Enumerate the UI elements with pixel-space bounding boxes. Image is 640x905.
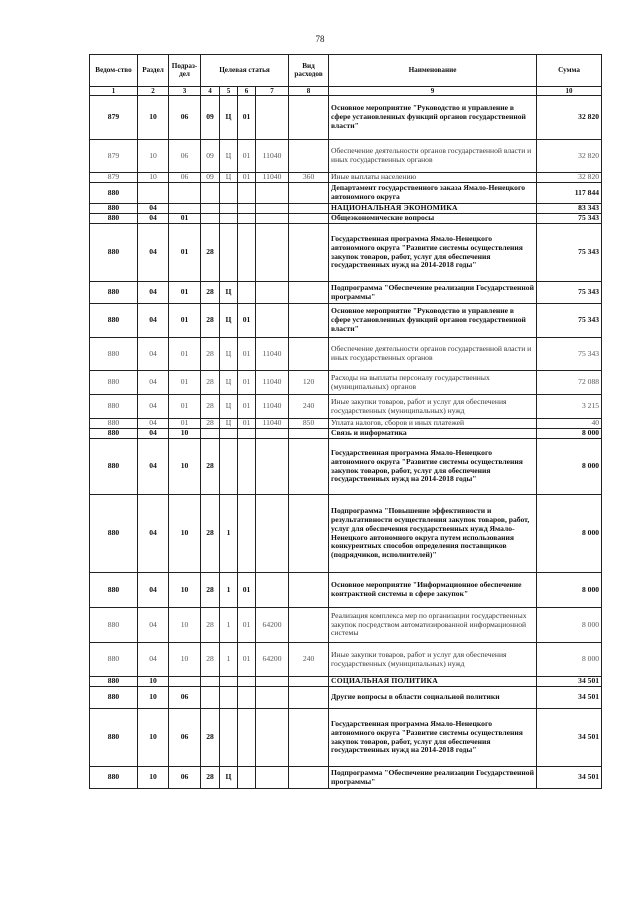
cell-celevaya-1: 09 bbox=[201, 173, 220, 183]
cell-celevaya-4: 11040 bbox=[256, 419, 289, 429]
cell-celevaya-4 bbox=[256, 495, 289, 573]
cell-vedomstvo: 880 bbox=[90, 395, 138, 419]
cell-celevaya-1 bbox=[201, 687, 220, 709]
cell-naimenovanie: Связь и информатика bbox=[329, 429, 537, 439]
cell-celevaya-4 bbox=[256, 677, 289, 687]
cell-podrazdel: 01 bbox=[169, 224, 201, 282]
cell-vedomstvo: 880 bbox=[90, 687, 138, 709]
column-number-row bbox=[90, 87, 602, 96]
table-row bbox=[90, 608, 602, 643]
cell-razdel: 04 bbox=[138, 429, 169, 439]
cell-celevaya-3: 01 bbox=[238, 96, 256, 140]
cell-summa: 75 343 bbox=[537, 304, 602, 338]
cell-vedomstvo: 880 bbox=[90, 214, 138, 224]
column-number: 5 bbox=[220, 87, 238, 96]
cell-celevaya-3: 01 bbox=[238, 304, 256, 338]
cell-vid-rashodov bbox=[289, 709, 329, 767]
cell-naimenovanie: Общеэкономические вопросы bbox=[329, 214, 537, 224]
column-number: 3 bbox=[169, 87, 201, 96]
budget-table bbox=[89, 54, 602, 789]
cell-celevaya-2: Ц bbox=[220, 282, 238, 304]
cell-celevaya-2: Ц bbox=[220, 338, 238, 371]
cell-celevaya-2: Ц bbox=[220, 767, 238, 789]
cell-vid-rashodov bbox=[289, 429, 329, 439]
cell-summa: 32 820 bbox=[537, 173, 602, 183]
cell-celevaya-1: 28 bbox=[201, 573, 220, 608]
cell-summa: 34 501 bbox=[537, 709, 602, 767]
cell-celevaya-3 bbox=[238, 224, 256, 282]
cell-vid-rashodov bbox=[289, 687, 329, 709]
cell-podrazdel: 10 bbox=[169, 643, 201, 677]
column-number: 9 bbox=[329, 87, 537, 96]
header-vid-rashodov: Вид расходов bbox=[289, 55, 329, 87]
cell-summa: 34 501 bbox=[537, 677, 602, 687]
cell-podrazdel: 10 bbox=[169, 439, 201, 495]
cell-razdel: 10 bbox=[138, 96, 169, 140]
cell-celevaya-2: Ц bbox=[220, 140, 238, 173]
cell-vid-rashodov bbox=[289, 183, 329, 204]
cell-celevaya-2: 1 bbox=[220, 573, 238, 608]
table-row bbox=[90, 687, 602, 709]
cell-celevaya-3: 01 bbox=[238, 643, 256, 677]
cell-celevaya-1: 28 bbox=[201, 338, 220, 371]
cell-vedomstvo: 880 bbox=[90, 183, 138, 204]
cell-celevaya-2 bbox=[220, 214, 238, 224]
cell-razdel: 04 bbox=[138, 439, 169, 495]
cell-celevaya-2: 1 bbox=[220, 643, 238, 677]
cell-razdel: 04 bbox=[138, 371, 169, 395]
table-row bbox=[90, 224, 602, 282]
cell-celevaya-1 bbox=[201, 214, 220, 224]
cell-summa: 3 215 bbox=[537, 395, 602, 419]
cell-naimenovanie: Основное мероприятие "Руководство и управление в сфере установленных функций органов государственной власти" bbox=[329, 304, 537, 338]
cell-vedomstvo: 880 bbox=[90, 767, 138, 789]
table-row bbox=[90, 429, 602, 439]
cell-celevaya-3: 01 bbox=[238, 140, 256, 173]
cell-celevaya-3 bbox=[238, 495, 256, 573]
cell-summa: 8 000 bbox=[537, 573, 602, 608]
cell-celevaya-4: 11040 bbox=[256, 371, 289, 395]
cell-vedomstvo: 879 bbox=[90, 140, 138, 173]
cell-naimenovanie: СОЦИАЛЬНАЯ ПОЛИТИКА bbox=[329, 677, 537, 687]
column-number: 10 bbox=[537, 87, 602, 96]
cell-podrazdel: 06 bbox=[169, 173, 201, 183]
cell-vedomstvo: 880 bbox=[90, 709, 138, 767]
cell-celevaya-4 bbox=[256, 687, 289, 709]
cell-vid-rashodov: 360 bbox=[289, 173, 329, 183]
cell-razdel: 04 bbox=[138, 419, 169, 429]
cell-celevaya-4: 11040 bbox=[256, 338, 289, 371]
cell-razdel: 04 bbox=[138, 495, 169, 573]
cell-celevaya-3 bbox=[238, 709, 256, 767]
cell-podrazdel: 01 bbox=[169, 214, 201, 224]
table-row bbox=[90, 214, 602, 224]
cell-vid-rashodov bbox=[289, 204, 329, 214]
cell-podrazdel bbox=[169, 183, 201, 204]
cell-vid-rashodov bbox=[289, 608, 329, 643]
cell-naimenovanie: Подпрограмма "Обеспечение реализации Государственной программы" bbox=[329, 282, 537, 304]
table-row bbox=[90, 419, 602, 429]
cell-celevaya-4: 11040 bbox=[256, 395, 289, 419]
cell-vid-rashodov bbox=[289, 224, 329, 282]
cell-celevaya-3 bbox=[238, 204, 256, 214]
cell-celevaya-1 bbox=[201, 204, 220, 214]
cell-vedomstvo: 880 bbox=[90, 608, 138, 643]
cell-podrazdel: 06 bbox=[169, 96, 201, 140]
cell-vid-rashodov bbox=[289, 282, 329, 304]
cell-naimenovanie: Другие вопросы в области социальной политики bbox=[329, 687, 537, 709]
column-number: 8 bbox=[289, 87, 329, 96]
cell-summa: 8 000 bbox=[537, 429, 602, 439]
cell-vedomstvo: 880 bbox=[90, 338, 138, 371]
cell-razdel: 04 bbox=[138, 304, 169, 338]
cell-celevaya-1: 28 bbox=[201, 395, 220, 419]
cell-celevaya-3: 01 bbox=[238, 608, 256, 643]
cell-summa: 117 844 bbox=[537, 183, 602, 204]
cell-celevaya-2: Ц bbox=[220, 304, 238, 338]
cell-celevaya-3: 01 bbox=[238, 173, 256, 183]
cell-razdel: 10 bbox=[138, 687, 169, 709]
cell-summa: 75 343 bbox=[537, 214, 602, 224]
table-row bbox=[90, 439, 602, 495]
cell-podrazdel: 06 bbox=[169, 687, 201, 709]
cell-celevaya-2 bbox=[220, 687, 238, 709]
cell-celevaya-4 bbox=[256, 204, 289, 214]
cell-vedomstvo: 880 bbox=[90, 677, 138, 687]
table-row bbox=[90, 173, 602, 183]
cell-celevaya-3: 01 bbox=[238, 419, 256, 429]
cell-celevaya-4 bbox=[256, 304, 289, 338]
cell-podrazdel: 06 bbox=[169, 140, 201, 173]
cell-vid-rashodov: 240 bbox=[289, 643, 329, 677]
cell-celevaya-2 bbox=[220, 183, 238, 204]
cell-celevaya-4: 11040 bbox=[256, 140, 289, 173]
cell-summa: 8 000 bbox=[537, 439, 602, 495]
cell-podrazdel: 06 bbox=[169, 709, 201, 767]
table-row bbox=[90, 96, 602, 140]
cell-razdel: 04 bbox=[138, 643, 169, 677]
cell-vid-rashodov bbox=[289, 677, 329, 687]
cell-celevaya-2: 1 bbox=[220, 495, 238, 573]
cell-vedomstvo: 880 bbox=[90, 204, 138, 214]
cell-vid-rashodov bbox=[289, 767, 329, 789]
cell-celevaya-4 bbox=[256, 767, 289, 789]
cell-summa: 34 501 bbox=[537, 767, 602, 789]
cell-naimenovanie: Иные закупки товаров, работ и услуг для обеспечения государственных (муниципальных) нужд bbox=[329, 395, 537, 419]
cell-naimenovanie: Основное мероприятие "Информационное обеспечение контрактной системы в сфере закупок" bbox=[329, 573, 537, 608]
cell-celevaya-1 bbox=[201, 429, 220, 439]
column-number: 4 bbox=[201, 87, 220, 96]
cell-podrazdel bbox=[169, 204, 201, 214]
cell-razdel: 04 bbox=[138, 204, 169, 214]
cell-celevaya-1: 28 bbox=[201, 371, 220, 395]
table-row bbox=[90, 338, 602, 371]
table-row bbox=[90, 709, 602, 767]
cell-summa: 83 343 bbox=[537, 204, 602, 214]
cell-vid-rashodov bbox=[289, 495, 329, 573]
cell-celevaya-1 bbox=[201, 183, 220, 204]
page-number: 78 bbox=[315, 34, 325, 44]
cell-vid-rashodov: 240 bbox=[289, 395, 329, 419]
cell-celevaya-3 bbox=[238, 767, 256, 789]
cell-celevaya-3: 01 bbox=[238, 395, 256, 419]
cell-celevaya-4 bbox=[256, 282, 289, 304]
cell-celevaya-1: 28 bbox=[201, 282, 220, 304]
table-row bbox=[90, 140, 602, 173]
column-number: 6 bbox=[238, 87, 256, 96]
cell-naimenovanie: Подпрограмма "Обеспечение реализации Государственной программы" bbox=[329, 767, 537, 789]
cell-podrazdel: 01 bbox=[169, 419, 201, 429]
cell-celevaya-1: 28 bbox=[201, 643, 220, 677]
cell-celevaya-1: 28 bbox=[201, 224, 220, 282]
cell-celevaya-1: 28 bbox=[201, 495, 220, 573]
cell-razdel: 10 bbox=[138, 140, 169, 173]
cell-summa: 8 000 bbox=[537, 643, 602, 677]
cell-podrazdel: 01 bbox=[169, 282, 201, 304]
cell-celevaya-4 bbox=[256, 573, 289, 608]
cell-vid-rashodov bbox=[289, 96, 329, 140]
cell-razdel: 04 bbox=[138, 573, 169, 608]
table-row bbox=[90, 395, 602, 419]
cell-vedomstvo: 880 bbox=[90, 643, 138, 677]
cell-naimenovanie: Департамент государственного заказа Ямало-Ненецкого автономного округа bbox=[329, 183, 537, 204]
cell-vid-rashodov bbox=[289, 140, 329, 173]
cell-vedomstvo: 880 bbox=[90, 371, 138, 395]
cell-celevaya-4 bbox=[256, 429, 289, 439]
cell-podrazdel: 10 bbox=[169, 573, 201, 608]
cell-celevaya-4 bbox=[256, 439, 289, 495]
cell-summa: 8 000 bbox=[537, 608, 602, 643]
cell-podrazdel: 06 bbox=[169, 767, 201, 789]
cell-celevaya-3 bbox=[238, 183, 256, 204]
cell-celevaya-2 bbox=[220, 677, 238, 687]
cell-celevaya-3 bbox=[238, 439, 256, 495]
cell-celevaya-4 bbox=[256, 96, 289, 140]
cell-vid-rashodov bbox=[289, 338, 329, 371]
cell-celevaya-2 bbox=[220, 204, 238, 214]
cell-celevaya-2: Ц bbox=[220, 419, 238, 429]
cell-celevaya-1: 28 bbox=[201, 709, 220, 767]
cell-razdel: 04 bbox=[138, 338, 169, 371]
cell-vid-rashodov: 850 bbox=[289, 419, 329, 429]
cell-celevaya-3: 01 bbox=[238, 573, 256, 608]
cell-summa: 40 bbox=[537, 419, 602, 429]
cell-razdel: 04 bbox=[138, 282, 169, 304]
cell-naimenovanie: Основное мероприятие "Руководство и управление в сфере установленных функций органов государственной власти" bbox=[329, 96, 537, 140]
cell-vedomstvo: 879 bbox=[90, 96, 138, 140]
cell-naimenovanie: Государственная программа Ямало-Ненецкого автономного округа "Развитие системы осуществления закупок товаров, работ, услуг для обеспечения государственных нужд на 2014-2018 годы" bbox=[329, 709, 537, 767]
table-row bbox=[90, 204, 602, 214]
cell-summa: 32 820 bbox=[537, 140, 602, 173]
table-row bbox=[90, 495, 602, 573]
cell-podrazdel: 01 bbox=[169, 338, 201, 371]
cell-celevaya-2 bbox=[220, 429, 238, 439]
table-row bbox=[90, 573, 602, 608]
cell-summa: 34 501 bbox=[537, 687, 602, 709]
column-number: 2 bbox=[138, 87, 169, 96]
cell-podrazdel: 10 bbox=[169, 429, 201, 439]
cell-podrazdel bbox=[169, 677, 201, 687]
cell-naimenovanie: Обеспечение деятельности органов государственной власти и иных государственных органов bbox=[329, 338, 537, 371]
cell-celevaya-2 bbox=[220, 709, 238, 767]
cell-naimenovanie: Иные выплаты населению bbox=[329, 173, 537, 183]
cell-razdel: 04 bbox=[138, 224, 169, 282]
cell-celevaya-4: 64200 bbox=[256, 608, 289, 643]
cell-celevaya-2: Ц bbox=[220, 371, 238, 395]
cell-vedomstvo: 880 bbox=[90, 439, 138, 495]
table-row bbox=[90, 643, 602, 677]
cell-naimenovanie: Подпрограмма "Повышение эффективности и результативности осуществления закупок товаров, работ, услуг для обеспечения государственных нужд Ямало-Ненецкого автономного округа путем использования конкурентных способов определения поставщиков (подрядчиков, исполнителей)" bbox=[329, 495, 537, 573]
cell-celevaya-3 bbox=[238, 282, 256, 304]
cell-vedomstvo: 880 bbox=[90, 224, 138, 282]
cell-vedomstvo: 880 bbox=[90, 573, 138, 608]
cell-celevaya-4 bbox=[256, 709, 289, 767]
cell-celevaya-1: 09 bbox=[201, 96, 220, 140]
header-naimenovanie: Наименование bbox=[329, 55, 537, 87]
cell-podrazdel: 01 bbox=[169, 304, 201, 338]
table-body bbox=[90, 96, 602, 789]
cell-naimenovanie: Реализация комплекса мер по организации государственных закупок посредством автоматизированной информационной системы bbox=[329, 608, 537, 643]
cell-podrazdel: 01 bbox=[169, 395, 201, 419]
cell-celevaya-2: Ц bbox=[220, 395, 238, 419]
cell-vid-rashodov bbox=[289, 214, 329, 224]
cell-podrazdel: 10 bbox=[169, 495, 201, 573]
cell-summa: 75 343 bbox=[537, 282, 602, 304]
cell-razdel: 04 bbox=[138, 214, 169, 224]
cell-naimenovanie: Уплата налогов, сборов и иных платежей bbox=[329, 419, 537, 429]
cell-celevaya-1: 28 bbox=[201, 304, 220, 338]
cell-summa: 75 343 bbox=[537, 224, 602, 282]
cell-razdel: 10 bbox=[138, 767, 169, 789]
cell-naimenovanie: Расходы на выплаты персоналу государственных (муниципальных) органов bbox=[329, 371, 537, 395]
cell-celevaya-1: 28 bbox=[201, 439, 220, 495]
cell-vedomstvo: 880 bbox=[90, 495, 138, 573]
cell-celevaya-3 bbox=[238, 677, 256, 687]
cell-razdel: 04 bbox=[138, 608, 169, 643]
cell-celevaya-2 bbox=[220, 224, 238, 282]
cell-summa: 32 820 bbox=[537, 96, 602, 140]
header-vedomstvo: Ведом-ство bbox=[90, 55, 138, 87]
table-row bbox=[90, 183, 602, 204]
cell-celevaya-3: 01 bbox=[238, 338, 256, 371]
cell-celevaya-3 bbox=[238, 214, 256, 224]
table-row bbox=[90, 767, 602, 789]
header-podrazdel: Подраз-дел bbox=[169, 55, 201, 87]
cell-razdel bbox=[138, 183, 169, 204]
cell-naimenovanie: Обеспечение деятельности органов государственной власти и иных государственных органов bbox=[329, 140, 537, 173]
cell-podrazdel: 10 bbox=[169, 608, 201, 643]
cell-celevaya-2 bbox=[220, 439, 238, 495]
cell-razdel: 10 bbox=[138, 709, 169, 767]
cell-celevaya-1: 28 bbox=[201, 419, 220, 429]
cell-vedomstvo: 880 bbox=[90, 429, 138, 439]
cell-celevaya-2: Ц bbox=[220, 96, 238, 140]
cell-vid-rashodov bbox=[289, 573, 329, 608]
column-number: 7 bbox=[256, 87, 289, 96]
cell-vid-rashodov bbox=[289, 304, 329, 338]
cell-vid-rashodov bbox=[289, 439, 329, 495]
cell-vedomstvo: 880 bbox=[90, 304, 138, 338]
cell-celevaya-1: 28 bbox=[201, 767, 220, 789]
cell-celevaya-2: Ц bbox=[220, 173, 238, 183]
cell-celevaya-1: 09 bbox=[201, 140, 220, 173]
cell-razdel: 10 bbox=[138, 173, 169, 183]
cell-celevaya-2: 1 bbox=[220, 608, 238, 643]
cell-vedomstvo: 880 bbox=[90, 419, 138, 429]
cell-naimenovanie: НАЦИОНАЛЬНАЯ ЭКОНОМИКА bbox=[329, 204, 537, 214]
cell-summa: 8 000 bbox=[537, 495, 602, 573]
cell-naimenovanie: Иные закупки товаров, работ и услуг для обеспечения государственных (муниципальных) нужд bbox=[329, 643, 537, 677]
table-row bbox=[90, 677, 602, 687]
column-number: 1 bbox=[90, 87, 138, 96]
cell-celevaya-1: 28 bbox=[201, 608, 220, 643]
cell-vedomstvo: 880 bbox=[90, 282, 138, 304]
cell-naimenovanie: Государственная программа Ямало-Ненецкого автономного округа "Развитие системы осуществления закупок товаров, работ, услуг для обеспечения государственных нужд на 2014-2018 годы" bbox=[329, 439, 537, 495]
cell-vedomstvo: 879 bbox=[90, 173, 138, 183]
cell-razdel: 04 bbox=[138, 395, 169, 419]
cell-celevaya-1 bbox=[201, 677, 220, 687]
header-summa: Сумма bbox=[537, 55, 602, 87]
cell-naimenovanie: Государственная программа Ямало-Ненецкого автономного округа "Развитие системы осуществления закупок товаров, работ, услуг для обеспечения государственных нужд на 2014-2018 годы" bbox=[329, 224, 537, 282]
header-razdel: Раздел bbox=[138, 55, 169, 87]
cell-razdel: 10 bbox=[138, 677, 169, 687]
cell-celevaya-3 bbox=[238, 687, 256, 709]
cell-summa: 72 088 bbox=[537, 371, 602, 395]
cell-podrazdel: 01 bbox=[169, 371, 201, 395]
cell-celevaya-3: 01 bbox=[238, 371, 256, 395]
table-row bbox=[90, 371, 602, 395]
cell-vid-rashodov: 120 bbox=[289, 371, 329, 395]
cell-celevaya-4: 64200 bbox=[256, 643, 289, 677]
cell-celevaya-4 bbox=[256, 183, 289, 204]
cell-celevaya-4: 11040 bbox=[256, 173, 289, 183]
table-row bbox=[90, 304, 602, 338]
cell-celevaya-3 bbox=[238, 429, 256, 439]
cell-celevaya-4 bbox=[256, 224, 289, 282]
cell-summa: 75 343 bbox=[537, 338, 602, 371]
header-row bbox=[90, 55, 602, 87]
table-row bbox=[90, 282, 602, 304]
cell-celevaya-4 bbox=[256, 214, 289, 224]
header-celevaya-statya: Целевая статья bbox=[201, 55, 289, 87]
